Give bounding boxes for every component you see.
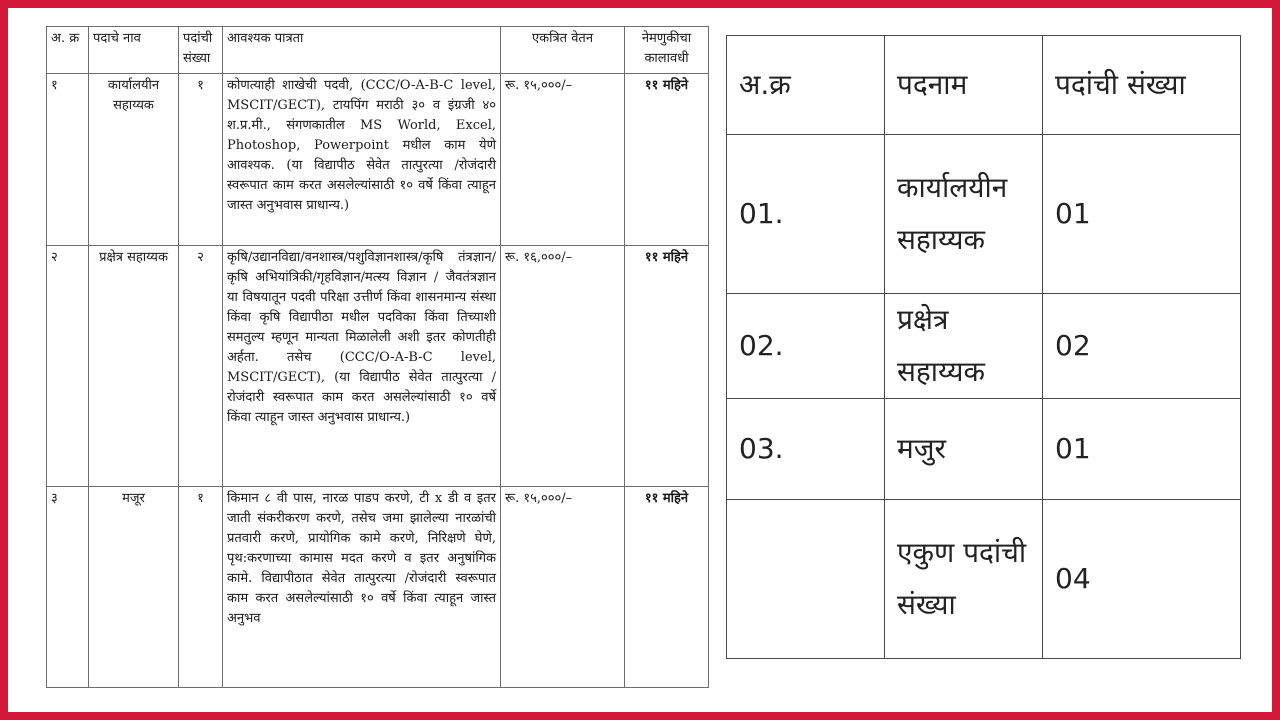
summary-row: [727, 135, 1241, 294]
row-duration: ११ महिने: [625, 246, 709, 487]
row-post-count: १: [179, 74, 223, 246]
summary-total-count: 04: [1043, 500, 1241, 659]
table-row: [47, 74, 709, 246]
row-post-count: २: [179, 246, 223, 487]
row-duration: ११ महिने: [625, 487, 709, 688]
row-serial: २: [47, 246, 89, 487]
header-serial: अ. क्र: [47, 27, 89, 74]
table-row: [47, 487, 709, 688]
row-qualification: कोणत्याही शाखेची पदवी, (CCC/O-A-B-C level, MSCIT/GECT), टायपिंग मराठी ३० व इंग्रजी ४० श.प्र.मी., संगणकातील MS World, Excel, Photoshop, Powerpoint मधील काम येणे आवश्यक. (या विद्यापीठ सेवेत तात्पुरत्या /रोजंदारी स्वरूपात काम करत असलेल्यांसाठी १० वर्षे किंवा त्याहून जास्त अनुभवास प्राधान्य.): [223, 74, 501, 246]
summary-post: मजुर: [885, 399, 1043, 500]
row-qualification: कृषि/उद्यानविद्या/वनशास्त्र/पशुविज्ञानशास्त्र/कृषि तंत्रज्ञान/कृषि अभियांत्रिकी/गृहविज्ञान/मत्स्य विज्ञान / जैवतंत्रज्ञान या विषयातून पदवी परिक्षा उत्तीर्ण किंवा शासनमान्य संस्था किंवा कृषि विद्यापीठा मधील पदविका किंवा तिच्याशी समतुल्य म्हणून मान्यता मिळालेली अशी इतर कोणतीही अर्हता. तसेच (CCC/O-A-B-C level, MSCIT/GECT), (या विद्यापीठ सेवेत तात्पुरत्या /रोजंदारी स्वरूपात काम करत असलेल्यांसाठी १० वर्षे किंवा त्याहून जास्त अनुभवास प्राधान्य.): [223, 246, 501, 487]
summary-header-post: पदनाम: [885, 36, 1043, 135]
header-post-count: पदांची संख्या: [179, 27, 223, 74]
summary-header-count: पदांची संख्या: [1043, 36, 1241, 135]
row-post-name: मजूर: [89, 487, 179, 688]
row-qualification: किमान ८ वी पास, नारळ पाडप करणे, टी x डी व इतर जाती संकरीकरण करणे, तसेच जमा झालेल्या नारळांची प्रतवारी करणे, प्रायोगिक कामे करणे, निरिक्षणे घेणे, पृथ:करणाच्या कामास मदत करणे व इतर अनुषांगिक कामे. विद्यापीठात सेवेत तात्पुरत्या /रोजंदारी स्वरूपात काम करत असलेल्यांसाठी १० वर्षे किंवा त्याहून जास्त अनुभव: [223, 487, 501, 688]
row-serial: ३: [47, 487, 89, 688]
doc-table-header-row: [47, 27, 709, 74]
row-post-name: कार्यालयीन सहाय्यक: [89, 74, 179, 246]
summary-total-row: [727, 500, 1241, 659]
header-salary: एकत्रित वेतन: [501, 27, 625, 74]
summary-total-label: एकुण पदांची संख्या: [885, 500, 1043, 659]
header-duration: नेमणुकीचा कालावधी: [625, 27, 709, 74]
row-salary: रू. १५,०००/–: [501, 487, 625, 688]
summary-count: 02: [1043, 294, 1241, 399]
summary-count: 01: [1043, 135, 1241, 294]
summary-serial: 02.: [727, 294, 885, 399]
summary-post: प्रक्षेत्र सहाय्यक: [885, 294, 1043, 399]
summary-row: [727, 399, 1241, 500]
recruitment-details-table: [46, 26, 709, 688]
table-row: [47, 246, 709, 487]
header-qualification: आवश्यक पात्रता: [223, 27, 501, 74]
summary-serial: [727, 500, 885, 659]
row-salary: रू. १५,०००/–: [501, 74, 625, 246]
row-post-name: प्रक्षेत्र सहाय्यक: [89, 246, 179, 487]
summary-serial: 03.: [727, 399, 885, 500]
canvas: [8, 8, 1272, 712]
summary-serial: 01.: [727, 135, 885, 294]
summary-header-serial: अ.क्र: [727, 36, 885, 135]
summary-post: कार्यालयीन सहाय्यक: [885, 135, 1043, 294]
row-serial: १: [47, 74, 89, 246]
header-post-name: पदाचे नाव: [89, 27, 179, 74]
row-duration: ११ महिने: [625, 74, 709, 246]
summary-header-row: [727, 36, 1241, 135]
row-salary: रू. १६,०००/–: [501, 246, 625, 487]
summary-count: 01: [1043, 399, 1241, 500]
row-post-count: १: [179, 487, 223, 688]
summary-row: [727, 294, 1241, 399]
post-summary-table: [726, 35, 1241, 659]
